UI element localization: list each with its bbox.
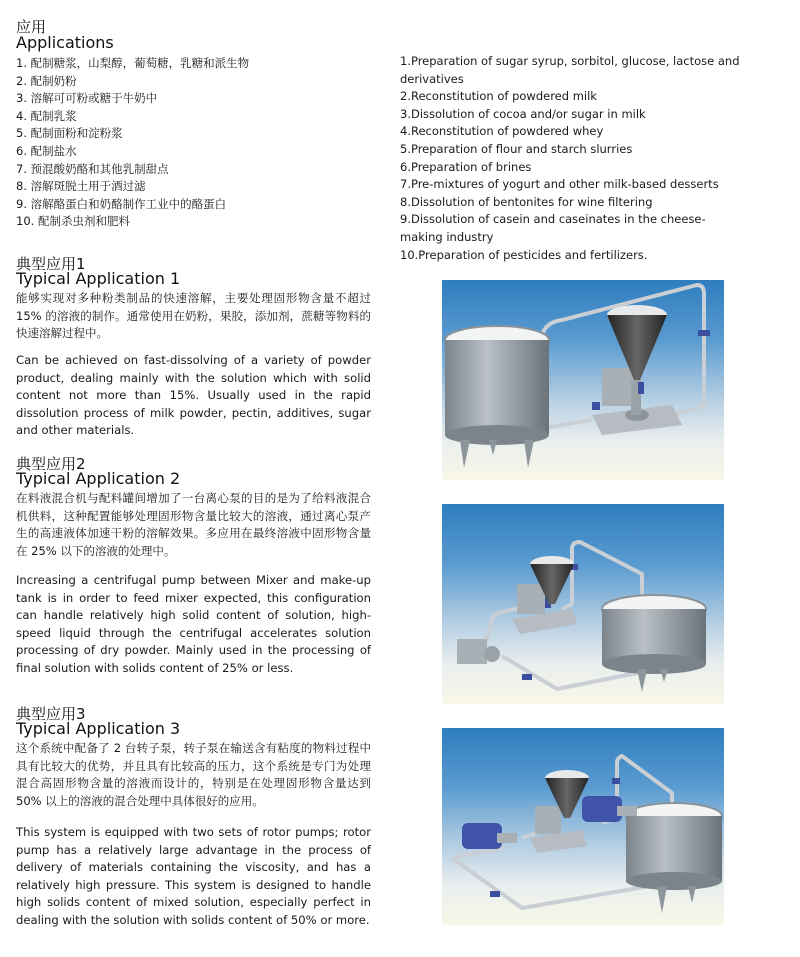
typical-3-desc-cn: 这个系统中配备了 2 台转子泵，转子泵在输送含有粘度的物料过程中具有比较大的优势，并且具有比较高的压力，这个系统是专门为处理混合高固形物含量的溶液而设计的，特别是在处理固形物含量达到 50% 以上的溶液的混合处理中具体很好的应用。 bbox=[16, 741, 371, 808]
typical-3-title-en: Typical Application 3 bbox=[16, 719, 181, 738]
list-item: 6. 配制盐水 bbox=[16, 143, 77, 158]
list-item: 5.Preparation of flour and starch slurries bbox=[400, 141, 633, 156]
typical-1-title-en: Typical Application 1 bbox=[16, 269, 181, 288]
list-item: 9. 溶解酪蛋白和奶酪制作工业中的酪蛋白 bbox=[16, 196, 227, 211]
list-item: 2. 配制奶粉 bbox=[16, 73, 77, 88]
list-item: 3. 溶解可可粉或糖于牛奶中 bbox=[16, 91, 158, 106]
list-item: 10. 配制杀虫剂和肥料 bbox=[16, 214, 130, 229]
list-item: 3.Dissolution of cocoa and/or sugar in milk bbox=[400, 106, 646, 121]
applications-title-en: Applications bbox=[16, 33, 114, 52]
list-item: 4. 配制乳浆 bbox=[16, 108, 77, 123]
typical-3-title-cn: 典型应用3 bbox=[16, 705, 86, 723]
valve-icon bbox=[698, 330, 710, 336]
list-item: 2.Reconstitution of powdered milk bbox=[400, 89, 597, 104]
typical-1-title-cn: 典型应用1 bbox=[16, 255, 86, 273]
applications-list-cn bbox=[16, 55, 396, 231]
list-item: 1. 配制糖浆，山梨醇，葡萄糖，乳糖和派生物 bbox=[16, 56, 250, 70]
typical-2-desc-en: Increasing a centrifugal pump between Mixer and make-up tank is in order to feed mixer expected, this configuration can handle relatively high solid content of solution, high-speed liquid through the centrifugal accelerates solution processing of dry powder. Mainly used in the processing of final solution with solids content of 25% or less. bbox=[16, 573, 371, 675]
list-item: 7. 预混酸奶酪和其他乳制甜点 bbox=[16, 161, 169, 176]
list-item: 6.Preparation of brines bbox=[400, 159, 532, 174]
list-item: 8. 溶解斑脱土用于酒过滤 bbox=[16, 179, 146, 194]
typical-3-desc-en: This system is equipped with two sets of rotor pumps; rotor pump has a relatively large advantage in the process of delivery of materials containing the viscosity, and has a relatively high pressure. This system is designed to handle high solids content of mixed solution, especially perfect in dealing with the solution with solids content of 50% or more. bbox=[16, 825, 371, 927]
applications-list-en bbox=[400, 53, 745, 264]
typical-1-desc-en: Can be achieved on fast-dissolving of a variety of powder product, dealing mainly with the solution which with solid content not more than 15%. Usually used in the rapid dissolution process of milk powder, pectin, additives, sugar and other materials. bbox=[16, 353, 371, 438]
list-item: 5. 配制面粉和淀粉浆 bbox=[16, 126, 123, 141]
list-item: 8.Dissolution of bentonites for wine filtering bbox=[400, 194, 653, 209]
typical-2-title-en: Typical Application 2 bbox=[16, 469, 181, 488]
list-item: 4.Reconstitution of powdered whey bbox=[400, 124, 604, 139]
typical-2-title-cn: 典型应用2 bbox=[16, 455, 86, 473]
typical-2-desc-cn: 在料液混合机与配料罐间增加了一台离心泵的目的是为了给料液混合机供料，这种配置能够处理固形物含量比较大的溶液，通过离心泵产生的高速液体加速干粉的溶解效果。多应用在最终溶液中固形物含量在 25% 以下的溶液的处理中。 bbox=[16, 491, 371, 558]
list-item: 7.Pre-mixtures of yogurt and other milk-based desserts bbox=[400, 177, 719, 192]
typical-3-illustration bbox=[442, 728, 724, 925]
typical-1-illustration bbox=[442, 280, 724, 480]
typical-2-illustration bbox=[442, 504, 724, 704]
list-item: 1.Preparation of sugar syrup, sorbitol, glucose, lactose and derivatives bbox=[400, 54, 740, 86]
typical-1-desc-cn: 能够实现对多种粉类制品的快速溶解，主要处理固形物含量不超过 15% 的溶液的制作。通常使用在奶粉，果胶，添加剂，蔗糖等物料的快速溶解过程中。 bbox=[16, 291, 371, 340]
list-item: 9.Dissolution of casein and caseinates in the cheese-making industry bbox=[400, 212, 706, 244]
list-item: 10.Preparation of pesticides and fertilizers. bbox=[400, 247, 648, 262]
applications-title-cn: 应用 bbox=[16, 18, 47, 36]
